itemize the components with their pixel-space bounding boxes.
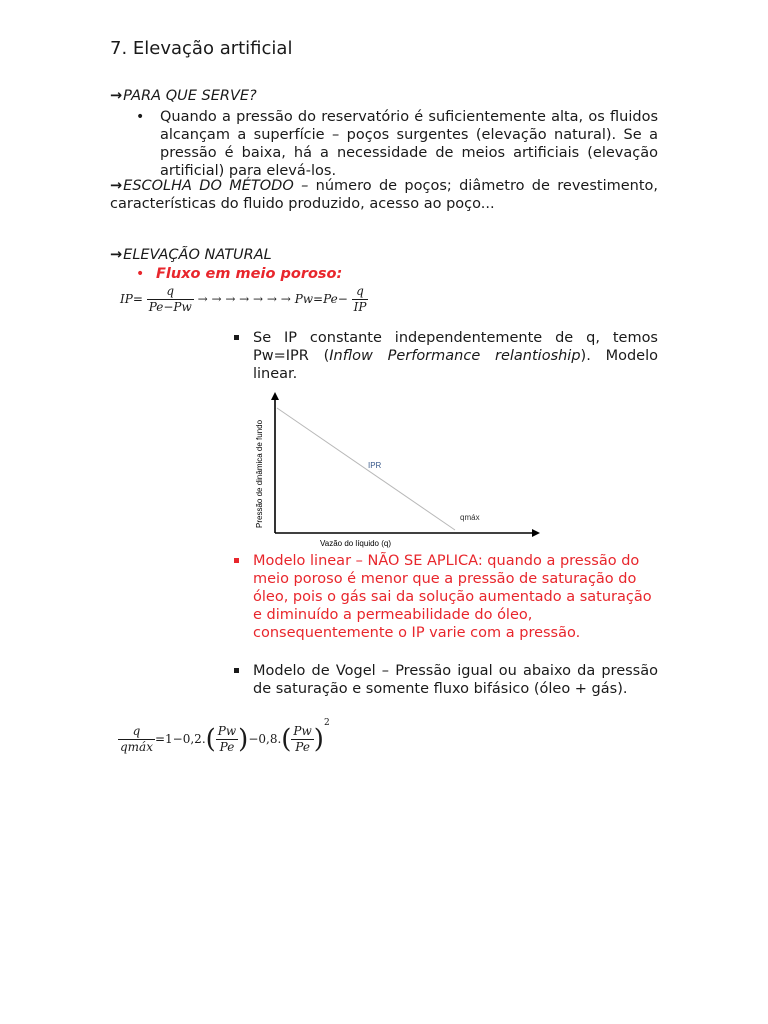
fraction-numerator: Pw	[293, 724, 312, 738]
open-paren: (	[205, 724, 216, 755]
arrow-icon: →	[110, 88, 123, 104]
text-post: ). Modelo linear.	[253, 348, 658, 382]
fluxo-bullet: Fluxo em meio poroso:	[156, 266, 343, 282]
close-paren: )	[313, 724, 324, 755]
formula-constant: −0,8.	[248, 732, 282, 746]
close-paren: )	[238, 724, 249, 755]
open-paren: (	[281, 724, 292, 755]
fraction-denominator: Pe−Pw	[148, 300, 192, 314]
fraction-numerator: q	[352, 284, 369, 300]
bullet-icon: •	[136, 266, 145, 282]
heading-text: ELEVAÇÃO NATURAL	[123, 247, 272, 263]
fraction	[118, 724, 155, 755]
section-heading-para-que-serve	[110, 87, 257, 105]
x-axis-arrow-icon	[532, 529, 540, 537]
ipr-series-line	[277, 408, 455, 530]
formula-ip	[120, 284, 368, 315]
heading-text: ESCOLHA DO MÉTODO –	[123, 178, 309, 194]
bullet-paragraph: Quando a pressão do reservatório é suficientemente alta, os fluidos alcançam a superfície – poços surgentes (elevação natural). Se a pressão é baixa, há a necessidade de meios artificiais (elevação artificial) para elevá-los.	[160, 109, 658, 179]
ipr-chart	[250, 390, 550, 550]
exponent: 2	[323, 718, 330, 728]
formula-lhs: IP=	[120, 292, 143, 306]
y-axis-arrow-icon	[271, 392, 279, 400]
formula-rhs: Pw=Pe−	[294, 292, 348, 306]
arrow-icon: →	[110, 247, 123, 263]
fraction-denominator: IP	[353, 300, 367, 314]
series-label: IPR	[368, 461, 382, 470]
bullet-icon: •	[136, 109, 145, 125]
text-pre: Se IP constante independentemente de q, temos Pw=IPR (	[253, 330, 658, 364]
fraction-numerator: Pw	[217, 724, 237, 738]
fraction	[352, 284, 369, 315]
square-bullet-icon	[234, 335, 239, 340]
arrow-icon: →	[110, 178, 123, 194]
fraction	[216, 724, 238, 755]
x-axis-label: Vazão do líquido (q)	[320, 539, 392, 548]
fraction-denominator: Pe	[295, 740, 310, 754]
fraction-denominator: qmáx	[120, 740, 153, 754]
square-bullet-icon	[234, 558, 239, 563]
vogel-paragraph: Modelo de Vogel – Pressão igual ou abaixo da pressão de saturação e somente fluxo bifásico (óleo + gás).	[253, 663, 658, 697]
fraction-denominator: Pe	[219, 740, 235, 754]
section-heading-elevacao-natural	[110, 246, 272, 264]
fraction-numerator: q	[147, 284, 194, 300]
fraction	[147, 284, 194, 315]
fraction-numerator: q	[118, 724, 155, 740]
formula-vogel	[118, 714, 330, 755]
text-italic: Inflow Performance relantioship	[329, 348, 581, 364]
y-axis-label: Pressão de dinâmica de fundo	[255, 419, 264, 528]
escolha-paragraph	[110, 177, 658, 213]
page-title: 7. Elevação artificial	[110, 38, 293, 59]
square-bullet-icon	[234, 668, 239, 673]
formula-arrows: → → → → → → →	[197, 292, 291, 306]
modelo-linear-paragraph: Modelo linear – NÃO SE APLICA: quando a pressão do meio poroso é menor que a pressão de saturação do óleo, pois o gás sai da solução aumentado a saturação e diminuído a permeabilidade do óleo, consequentemente o IP varie com a pressão.	[253, 553, 652, 641]
body-text: número de poços; diâmetro de revestimento, características do fluido produzido, acesso ao poço...	[110, 178, 658, 212]
heading-text: PARA QUE SERVE?	[123, 88, 257, 104]
fraction	[291, 724, 313, 755]
formula-constant: =1−0,2.	[154, 732, 206, 746]
qmax-label: qmáx	[460, 513, 480, 522]
ip-constant-paragraph	[253, 329, 658, 383]
